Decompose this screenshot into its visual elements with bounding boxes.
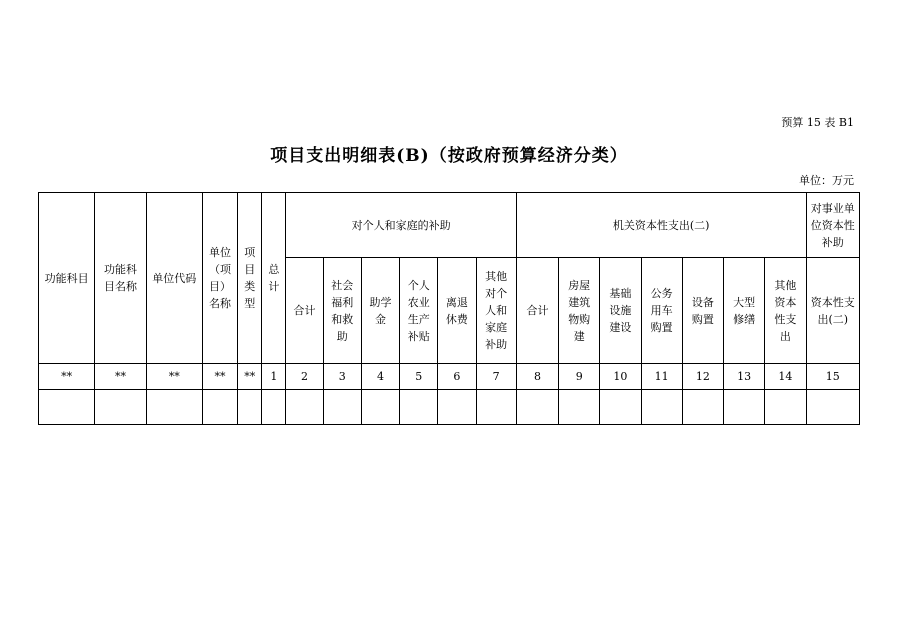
- data-cell: [323, 390, 361, 425]
- header-g1-col: 合计: [286, 258, 323, 364]
- form-code: 预算 15 表 B1: [781, 116, 854, 129]
- index-cell: **: [95, 364, 146, 390]
- data-cell: [361, 390, 399, 425]
- index-cell: **: [39, 364, 95, 390]
- data-cell: [806, 390, 859, 425]
- header-g2-col: 公务 用车 购置: [641, 258, 682, 364]
- index-cell: 8: [516, 364, 558, 390]
- index-cell: 15: [806, 364, 859, 390]
- index-cell: **: [238, 364, 262, 390]
- index-cell: 7: [476, 364, 516, 390]
- header-project-type: 项 目 类 型: [238, 193, 262, 364]
- data-cell: [238, 390, 262, 425]
- index-cell: 9: [559, 364, 600, 390]
- data-cell: [682, 390, 723, 425]
- data-cell: [400, 390, 438, 425]
- index-cell: 11: [641, 364, 682, 390]
- data-cell: [438, 390, 476, 425]
- header-func-subject: 功能科目: [39, 193, 95, 364]
- header-unit-code: 单位代码: [146, 193, 202, 364]
- index-cell: **: [146, 364, 202, 390]
- data-cell: [202, 390, 237, 425]
- header-g1-col: 个人 农业 生产 补贴: [400, 258, 438, 364]
- data-cell: [641, 390, 682, 425]
- header-row-groups: [39, 193, 860, 258]
- data-cell: [262, 390, 286, 425]
- unit-label: 单位：万元: [799, 174, 854, 187]
- header-g3-col: 资本性支 出(二): [806, 258, 859, 364]
- index-cell: 6: [438, 364, 476, 390]
- data-cell: [476, 390, 516, 425]
- index-cell: 13: [724, 364, 765, 390]
- index-row: [39, 364, 860, 390]
- header-g1-col: 离退 休费: [438, 258, 476, 364]
- data-cell: [516, 390, 558, 425]
- header-g1-col: 其他 对个 人和 家庭 补助: [476, 258, 516, 364]
- data-cell: [724, 390, 765, 425]
- index-cell: **: [202, 364, 237, 390]
- data-cell: [95, 390, 146, 425]
- empty-data-row: [39, 390, 860, 425]
- header-unit-project-name: 单位 （项 目） 名称: [202, 193, 237, 364]
- header-func-subject-name: 功能科 目名称: [95, 193, 146, 364]
- header-g2-col: 大型 修缮: [724, 258, 765, 364]
- header-g2-col: 房屋 建筑 物购 建: [559, 258, 600, 364]
- index-cell: 4: [361, 364, 399, 390]
- header-g2-col: 其他 资本 性支 出: [765, 258, 806, 364]
- data-cell: [600, 390, 641, 425]
- index-cell: 1: [262, 364, 286, 390]
- data-cell: [559, 390, 600, 425]
- expenditure-table: [38, 192, 860, 425]
- data-cell: [765, 390, 806, 425]
- index-cell: 12: [682, 364, 723, 390]
- header-g1-col: 社会 福利 和救 助: [323, 258, 361, 364]
- data-cell: [146, 390, 202, 425]
- data-cell: [39, 390, 95, 425]
- index-cell: 10: [600, 364, 641, 390]
- header-g2-col: 基础 设施 建设: [600, 258, 641, 364]
- header-g2-col: 设备 购置: [682, 258, 723, 364]
- header-group-personal-subsidy: 对个人和家庭的补助: [286, 193, 516, 258]
- header-group-capital-expenditure: 机关资本性支出(二): [516, 193, 806, 258]
- header-total: 总 计: [262, 193, 286, 364]
- index-cell: 14: [765, 364, 806, 390]
- index-cell: 2: [286, 364, 323, 390]
- data-cell: [286, 390, 323, 425]
- page-title: 项目支出明细表(B)（按政府预算经济分类）: [270, 146, 628, 166]
- index-cell: 5: [400, 364, 438, 390]
- header-g2-col: 合计: [516, 258, 558, 364]
- header-group-institution-subsidy: 对事业单 位资本性 补助: [806, 193, 859, 258]
- index-cell: 3: [323, 364, 361, 390]
- header-g1-col: 助学 金: [361, 258, 399, 364]
